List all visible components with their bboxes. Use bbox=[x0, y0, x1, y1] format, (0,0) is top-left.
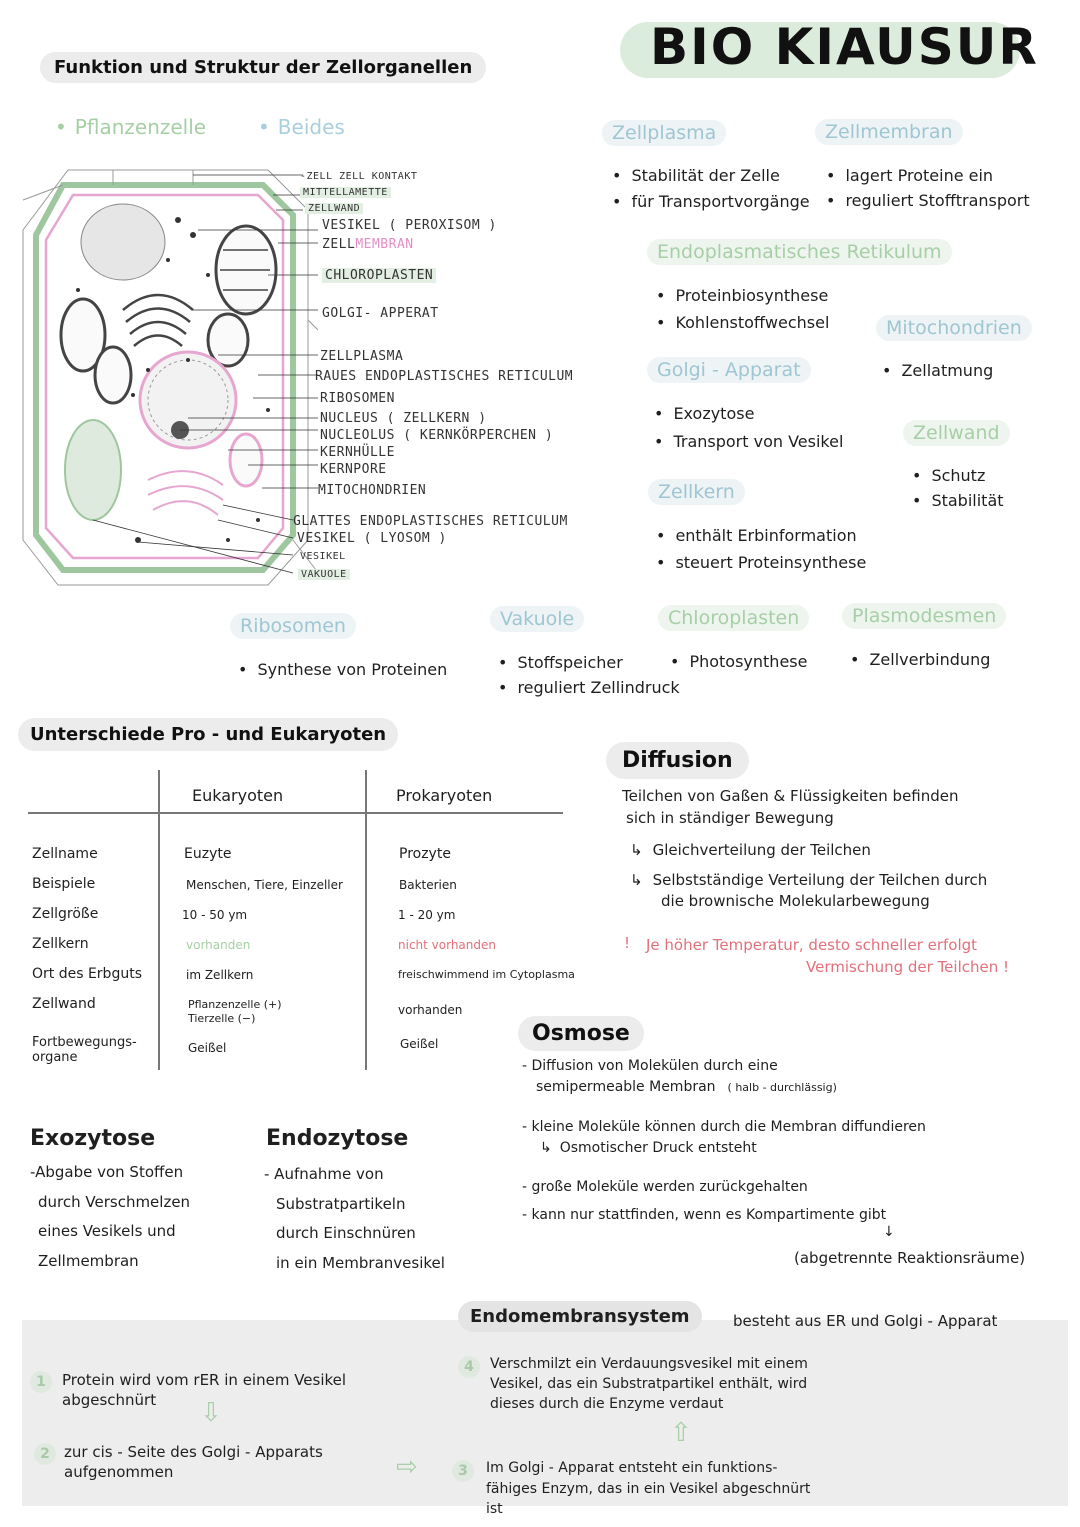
endozytose-line: in ein Membranvesikel bbox=[276, 1254, 445, 1272]
row-pro: nicht vorhanden bbox=[398, 938, 496, 952]
endozytose-line: Substratpartikeln bbox=[276, 1195, 406, 1213]
down-arrow-icon: ⇩ bbox=[200, 1398, 222, 1428]
diffusion-line-2: sich in ständiger Bewegung bbox=[626, 809, 834, 827]
column-header-prokaryoten: Prokaryoten bbox=[396, 786, 493, 805]
step-1-line-b: abgeschnürt bbox=[62, 1391, 157, 1409]
row-eu: Euzyte bbox=[184, 846, 232, 862]
label-zellmembran: ZELLMEMBRAN bbox=[322, 237, 414, 252]
label-vesikel: VESIKEL bbox=[300, 551, 346, 562]
section-heading-diffusion: Diffusion bbox=[606, 742, 749, 779]
label-raues-er: RAUES ENDOPLASTISCHES RETICULUM bbox=[315, 369, 574, 384]
endozytose-line: - Aufnahme von bbox=[264, 1165, 384, 1183]
vakuole-item-2: • reguliert Zellindruck bbox=[498, 678, 680, 697]
page-title: BIO KIAUSUR bbox=[650, 18, 1039, 76]
diffusion-note-1: Je höher Temperatur, desto schneller erfolgt bbox=[646, 936, 978, 954]
chloroplasten-item-1: • Photosynthese bbox=[670, 652, 807, 671]
plant-cell-diagram bbox=[18, 160, 318, 600]
diffusion-arrow-1: ↳ Gleichverteilung der Teilchen bbox=[630, 841, 871, 859]
osmose-p1a: - Diffusion von Molekülen durch eine bbox=[522, 1058, 778, 1074]
section-heading-comparison: Unterschiede Pro - und Eukaryoten bbox=[18, 718, 398, 751]
osmose-p2b: ↳ Osmotischer Druck entsteht bbox=[540, 1140, 757, 1156]
return-arrow-icon: ↳ bbox=[540, 1140, 552, 1156]
header-vakuole: Vakuole bbox=[490, 606, 584, 632]
golgi-item-2: • Transport von Vesikel bbox=[654, 432, 843, 451]
label-golgi-apperat: GOLGI- APPERAT bbox=[322, 306, 439, 321]
header-golgi: Golgi - Apparat bbox=[647, 357, 811, 383]
osmose-p3: - große Moleküle werden zurückgehalten bbox=[522, 1179, 808, 1195]
osmose-p4: - kann nur stattfinden, wenn es Kompartimente gibt bbox=[522, 1207, 887, 1223]
row-eu: Geißel bbox=[188, 1041, 227, 1055]
step-3-line-c: ist bbox=[486, 1501, 503, 1517]
row-label: Zellkern bbox=[32, 936, 89, 952]
zellwand-item-2: • Stabilität bbox=[912, 491, 1004, 510]
row-eu: im Zellkern bbox=[186, 968, 254, 982]
label-ribosomen: RIBOSOMEN bbox=[320, 391, 395, 406]
osmose-p1b: semipermeable Membran ( halb - durchlässig) bbox=[536, 1079, 837, 1095]
label-mittellamette: MITTELLAMETTE bbox=[300, 187, 391, 198]
row-pro: 1 - 20 ym bbox=[398, 908, 456, 922]
row-pro: Prozyte bbox=[399, 846, 451, 862]
table-header-line bbox=[28, 812, 563, 814]
diffusion-exclamation: ! bbox=[624, 934, 631, 952]
osmose-p2a: - kleine Moleküle können durch die Membran diffundieren bbox=[522, 1119, 926, 1135]
step-3-line-a: Im Golgi - Apparat entsteht ein funktions- bbox=[486, 1460, 778, 1476]
mitochondrien-item-1: • Zellatmung bbox=[882, 361, 993, 380]
row-eu-2: Tierzelle (−) bbox=[188, 1012, 256, 1025]
zellmembran-item-1: • lagert Proteine ein bbox=[826, 166, 993, 185]
ribosomen-item-1: • Synthese von Proteinen bbox=[238, 660, 447, 679]
legend-plant: • Pflanzenzelle bbox=[55, 115, 207, 139]
endomembran-panel bbox=[22, 1320, 1068, 1506]
row-eu: 10 - 50 ym bbox=[182, 908, 248, 922]
header-zellwand: Zellwand bbox=[903, 420, 1010, 446]
zellwand-item-1: • Schutz bbox=[912, 466, 985, 485]
row-label: Ort des Erbguts bbox=[32, 966, 142, 982]
exozytose-line: Zellmembran bbox=[38, 1252, 139, 1270]
right-arrow-icon: ⇨ bbox=[396, 1452, 418, 1482]
endomembran-subtitle: besteht aus ER und Golgi - Apparat bbox=[733, 1312, 998, 1330]
step-4-line-b: Vesikel, das ein Substratpartikel enthält, wird bbox=[490, 1376, 808, 1392]
header-ribosomen: Ribosomen bbox=[230, 613, 356, 639]
zellplasma-item-1: • Stabilität der Zelle bbox=[612, 166, 780, 185]
row-label: Fortbewegungs- bbox=[32, 1035, 137, 1050]
row-label-2: organe bbox=[32, 1050, 78, 1065]
section-heading-osmose: Osmose bbox=[518, 1016, 644, 1051]
label-mitochondrien: MITOCHONDRIEN bbox=[318, 483, 427, 498]
table-divider-left bbox=[158, 770, 160, 1070]
row-label: Beispiele bbox=[32, 876, 96, 892]
row-label: Zellgröße bbox=[32, 906, 99, 922]
osmose-p5: (abgetrennte Reaktionsräume) bbox=[794, 1249, 1026, 1267]
table-divider-right bbox=[365, 770, 367, 1070]
label-vesikel-lyosom: VESIKEL ( LYOSOM ) bbox=[297, 531, 447, 546]
label-vesikel-peroxisom: VESIKEL ( PEROXISOM ) bbox=[322, 218, 497, 233]
label-zellwand: ZELLWAND bbox=[305, 203, 363, 214]
header-er: Endoplasmatisches Retikulum bbox=[647, 239, 952, 265]
zellkern-item-2: • steuert Proteinsynthese bbox=[656, 553, 866, 572]
section-heading-endomembran: Endomembransystem bbox=[458, 1301, 702, 1332]
zellkern-item-1: • enthält Erbinformation bbox=[656, 526, 857, 545]
header-plasmodesmen: Plasmodesmen bbox=[842, 603, 1006, 629]
label-kernhuelle: KERNHÜLLE bbox=[320, 445, 395, 460]
row-eu: vorhanden bbox=[186, 938, 251, 952]
golgi-item-1: • Exozytose bbox=[654, 404, 754, 423]
step-2-line-b: aufgenommen bbox=[64, 1463, 174, 1481]
row-label: Zellwand bbox=[32, 996, 96, 1012]
er-item-1: • Proteinbiosynthese bbox=[656, 286, 828, 305]
header-zellplasma: Zellplasma bbox=[602, 120, 726, 146]
header-zellmembran: Zellmembran bbox=[815, 119, 963, 145]
row-pro: Geißel bbox=[400, 1037, 439, 1051]
header-zellkern: Zellkern bbox=[648, 479, 745, 505]
row-label: Zellname bbox=[32, 846, 98, 862]
step-3-line-b: fähiges Enzym, das in ein Vesikel abgeschnürt bbox=[486, 1481, 811, 1497]
step-4-line-c: dieses durch die Enzyme verdaut bbox=[490, 1396, 724, 1412]
endozytose-line: durch Einschnüren bbox=[276, 1224, 416, 1242]
row-eu: Pflanzenzelle (+) bbox=[188, 998, 282, 1011]
row-eu: Menschen, Tiere, Einzeller bbox=[186, 878, 343, 892]
label-zellplasma: ZELLPLASMA bbox=[320, 349, 404, 364]
zellplasma-item-2: • für Transportvorgänge bbox=[612, 192, 810, 211]
up-arrow-icon: ⇧ bbox=[670, 1418, 692, 1448]
return-arrow-icon: ↳ bbox=[630, 841, 643, 859]
row-pro: Bakterien bbox=[399, 878, 457, 892]
header-chloroplasten: Chloroplasten bbox=[658, 605, 809, 631]
column-header-eukaryoten: Eukaryoten bbox=[192, 786, 284, 805]
label-glattes-er: GLATTES ENDOPLASTISCHES RETICULUM bbox=[293, 514, 568, 529]
label-nucleus: NUCLEUS ( ZELLKERN ) bbox=[320, 411, 487, 426]
section-heading-organelles: Funktion und Struktur der Zellorganellen bbox=[40, 52, 486, 83]
label-zell-zell-kontakt: -ZELL ZELL KONTAKT bbox=[300, 171, 418, 182]
legend-both: • Beides bbox=[258, 115, 345, 139]
exozytose-line: durch Verschmelzen bbox=[38, 1193, 191, 1211]
diffusion-arrow-2: ↳ Selbstständige Verteilung der Teilchen durch bbox=[630, 871, 988, 889]
plasmodesmen-item-1: • Zellverbindung bbox=[850, 650, 990, 669]
exozytose-line: eines Vesikels und bbox=[38, 1222, 176, 1240]
step-number-4: 4 bbox=[458, 1356, 480, 1378]
step-4-line-a: Verschmilzt ein Verdauungsvesikel mit einem bbox=[490, 1356, 808, 1372]
step-1-line-a: Protein wird vom rER in einem Vesikel bbox=[62, 1371, 347, 1389]
exozytose-title: Exozytose bbox=[30, 1126, 156, 1151]
label-nucleolus: NUCLEOLUS ( KERNKÖRPERCHEN ) bbox=[320, 428, 554, 443]
endozytose-title: Endozytose bbox=[266, 1126, 409, 1151]
er-item-2: • Kohlenstoffwechsel bbox=[656, 313, 829, 332]
diffusion-arrow-2b: die brownische Molekularbewegung bbox=[661, 892, 930, 910]
row-pro: freischwimmend im Cytoplasma bbox=[398, 968, 575, 981]
step-2-line-a: zur cis - Seite des Golgi - Apparats bbox=[64, 1443, 323, 1461]
header-mitochondrien: Mitochondrien bbox=[876, 315, 1032, 341]
label-chloroplasten: CHLOROPLASTEN bbox=[322, 268, 436, 283]
vakuole-item-1: • Stoffspeicher bbox=[498, 653, 623, 672]
label-kernpore: KERNPORE bbox=[320, 462, 387, 477]
step-number-1: 1 bbox=[30, 1371, 52, 1393]
row-pro: vorhanden bbox=[398, 1003, 463, 1017]
down-arrow-icon: ↓ bbox=[883, 1224, 895, 1240]
step-number-3: 3 bbox=[452, 1460, 474, 1482]
diffusion-line-1: Teilchen von Gaßen & Flüssigkeiten befinden bbox=[622, 787, 959, 805]
diffusion-note-2: Vermischung der Teilchen ! bbox=[806, 958, 1010, 976]
exozytose-line: -Abgabe von Stoffen bbox=[30, 1163, 184, 1181]
zellmembran-item-2: • reguliert Stofftransport bbox=[826, 191, 1030, 210]
return-arrow-icon: ↳ bbox=[630, 871, 643, 889]
step-number-2: 2 bbox=[34, 1443, 56, 1465]
label-vakuole: VAKUOLE bbox=[298, 569, 350, 580]
